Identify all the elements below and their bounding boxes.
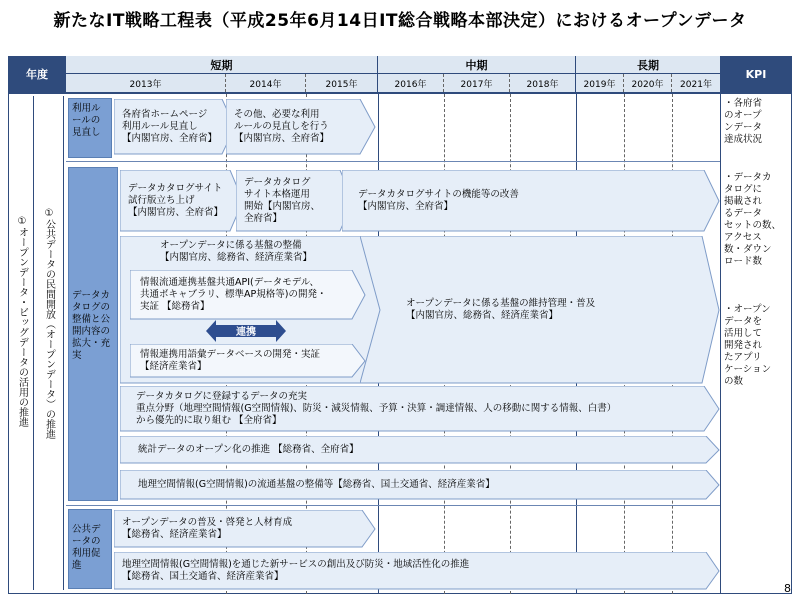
item-label: 【経済産業省】 <box>140 361 207 372</box>
kpi-line: ロード数 <box>724 256 763 267</box>
item-label: 全府省】 <box>244 213 283 224</box>
item-label: から優先的に取り組む 【全府省】 <box>136 415 282 426</box>
header-divider <box>8 92 792 94</box>
kpi-line: ケーション <box>724 364 772 375</box>
item-label: 情報流通連携基盤共通API(データモデル、 <box>140 277 320 288</box>
item-label: 【総務省、経済産業省】 <box>122 529 227 540</box>
item-label: データカタログに登録するデータの充実 <box>136 391 308 402</box>
item-label: オープンデータに係る基盤の整備 <box>160 240 302 251</box>
item-label: 開始【内閣官房、 <box>244 201 321 212</box>
kpi-line: セットの数、 <box>724 220 782 231</box>
section-usage: 公共データの利用促進 <box>68 509 112 589</box>
item-label: 情報連携用語彙データベースの開発・実証 <box>140 349 321 360</box>
year-2017: 2017年 <box>444 74 510 92</box>
item-label: 【内閣官房、全府省】 <box>234 133 330 144</box>
year-2019: 2019年 <box>576 74 624 92</box>
item-c4-title <box>160 240 360 264</box>
year-2015: 2015年 <box>306 74 378 92</box>
item-label: 実証 【総務省】 <box>140 301 210 312</box>
year-2020: 2020年 <box>624 74 672 92</box>
item-label: 【内閣官房、全府省】 <box>128 207 224 218</box>
item-label: 共通ボキャブラリ、標準AP規格等)の開発・ <box>140 289 327 300</box>
section-rules: 利用ルールの見直し <box>68 98 112 158</box>
year-2013: 2013年 <box>66 74 226 92</box>
item-label: データカタログサイトの機能等の改善 <box>358 189 519 200</box>
page-number: 8 <box>784 582 791 595</box>
kpi-line: ・オープン <box>724 304 771 315</box>
section-catalog: データカタログの整備と公開内容の拡大・充実 <box>68 167 118 501</box>
kpi-header: KPI <box>720 56 792 92</box>
item-label: 地理空間情報(G空間情報)の流通基盤の整備等【総務省、国土交通省、経済産業省】 <box>138 479 495 490</box>
kpi-line: 掲載され <box>724 196 763 207</box>
kpi-line: アクセス <box>724 232 762 243</box>
item-label: 重点分野（地理空間情報(G空間情報)、防災・減災情報、予算・決算・調達情報、人の移動に関する情報、白書） <box>136 403 617 414</box>
item-label: 【内閣官房、全府省】 <box>358 201 454 212</box>
item-label: 【内閣官房、総務省、経済産業省】 <box>406 310 559 321</box>
period-long: 長期 <box>576 56 720 74</box>
kpi-line: データを <box>724 316 763 327</box>
item-label: サイト本格運用 <box>244 189 310 200</box>
item-label: データカタログ <box>244 177 311 188</box>
grid-line <box>720 56 721 594</box>
item-label: 試行版立ち上げ <box>128 195 195 206</box>
arrow-c1 <box>120 170 244 232</box>
item-label: その他、必要な利用 <box>234 109 320 120</box>
year-header: 年度 <box>8 56 66 92</box>
arrow-u2 <box>114 552 720 590</box>
kpi-line: ンデータ <box>724 122 763 133</box>
year-2021: 2021年 <box>672 74 720 92</box>
kpi-line: たアプリ <box>724 352 762 363</box>
kpi-line: 達成状況 <box>724 134 763 145</box>
arrow-c3 <box>342 170 720 232</box>
item-label: オープンデータの普及・啓発と人材育成 <box>122 517 293 528</box>
kpi-line: 活用して <box>724 328 763 339</box>
main-category: ①オープンデータ・ビッグデータの活用の推進 <box>10 96 34 590</box>
item-label: 【総務省、国土交通省、経済産業省】 <box>122 571 284 582</box>
item-label: 統計データのオープン化の推進 【総務省、全府省】 <box>138 444 359 455</box>
item-label: オープンデータに係る基盤の維持管理・普及 <box>406 298 596 309</box>
arrow-c10 <box>120 470 720 500</box>
kpi-line: の数 <box>724 376 744 387</box>
kpi-item-2 <box>724 172 790 268</box>
arrow-r1 <box>114 99 236 155</box>
arrow-c6 <box>130 344 366 378</box>
year-2014: 2014年 <box>226 74 306 92</box>
kpi-line: のオープ <box>724 110 762 121</box>
arrow-u1 <box>114 510 376 548</box>
page-title: 新たなIT戦略工程表（平成25年6月14日IT総合戦略本部決定）におけるオープンデータ <box>53 11 747 31</box>
section-divider <box>66 505 720 506</box>
arrow-c2 <box>236 170 354 232</box>
kpi-item-3 <box>724 304 790 388</box>
kpi-line: タログに <box>724 184 763 195</box>
arrow-c7 <box>360 236 720 384</box>
item-label: 利用ルール見直し <box>122 121 198 132</box>
kpi-line: 数・ダウン <box>724 244 772 255</box>
item-label: 【内閣官房、総務省、経済産業省】 <box>160 252 313 263</box>
item-label: 【内閣官房、全府省】 <box>122 133 218 144</box>
kpi-line: 開発され <box>724 340 763 351</box>
arrow-c5 <box>130 270 366 320</box>
section-divider <box>66 161 720 162</box>
item-label: データカタログサイト <box>128 183 223 194</box>
year-2018: 2018年 <box>510 74 576 92</box>
kpi-line: ・各府省 <box>724 98 763 109</box>
item-label: ルールの見直しを行う <box>234 121 329 132</box>
arrow-c8 <box>120 386 720 432</box>
item-label: 各府省ホームページ <box>122 109 208 120</box>
arrow-r2 <box>226 99 376 155</box>
arrow-c9 <box>120 436 720 464</box>
kpi-item-1 <box>724 98 790 146</box>
kpi-line: るデータ <box>724 208 763 219</box>
period-mid: 中期 <box>378 56 576 74</box>
kpi-line: ・データカ <box>724 172 772 183</box>
period-short: 短期 <box>66 56 378 74</box>
link-label: 連携 <box>236 327 256 338</box>
item-label: 地理空間情報(G空間情報)を通じた新サービスの創出及び防災・地域活性化の推進 <box>122 559 470 570</box>
sub-category: ①公共データの民間開放（オープンデータ）の推進 <box>34 96 64 590</box>
year-2016: 2016年 <box>378 74 444 92</box>
